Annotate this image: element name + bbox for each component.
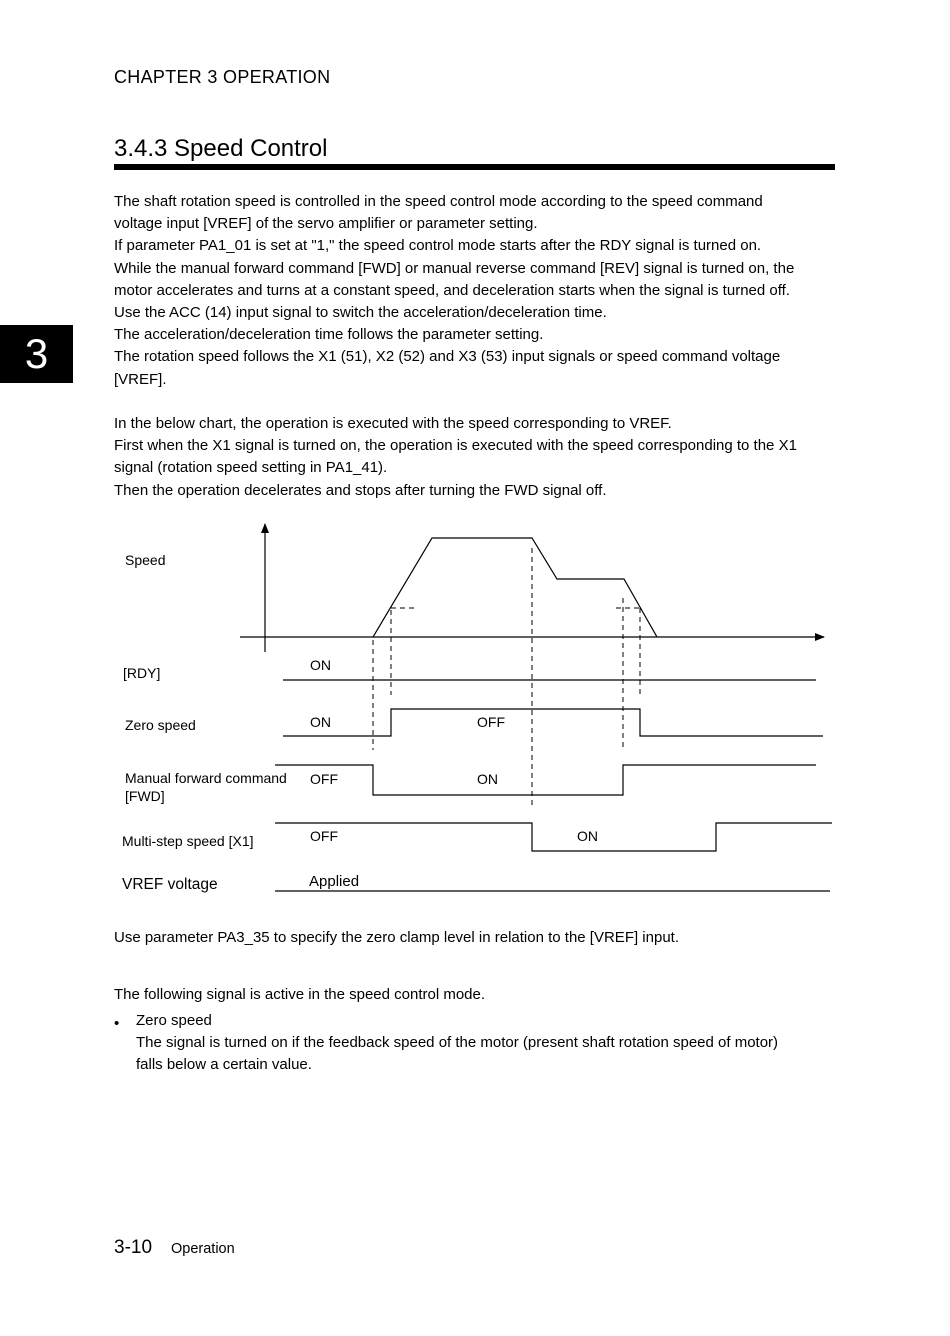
intro-paragraph — [114, 191, 844, 391]
chart-intro-line: In the below chart, the operation is executed with the speed corresponding to VREF. — [114, 415, 672, 432]
section-rule — [114, 164, 835, 170]
active-signal-intro: The following signal is active in the speed control mode. — [114, 986, 486, 1003]
chart-intro-paragraph — [114, 413, 844, 502]
fwd-label: Manual forward command — [125, 770, 287, 786]
intro-line: voltage input [VREF] of the servo amplifier or parameter setting. — [114, 215, 538, 233]
fwd-label-sub: [FWD] — [125, 788, 165, 804]
intro-line: [VREF]. — [114, 370, 167, 388]
fwd-state: OFF — [310, 771, 338, 787]
intro-line: The rotation speed follows the X1 (51), X2 (52) and X3 (53) input signals or speed command voltage — [114, 348, 781, 366]
zero-speed-state: OFF — [477, 714, 505, 730]
intro-line: The acceleration/deceleration time follows the parameter setting. — [114, 326, 544, 344]
zero-clamp-note: Use parameter PA3_35 to specify the zero clamp level in relation to the [VREF] input. — [114, 929, 680, 946]
intro-line: Use the ACC (14) input signal to switch the acceleration/deceleration time. — [114, 304, 607, 322]
footer-label: Operation — [171, 1241, 235, 1257]
bullet-desc-line: falls below a certain value. — [136, 1056, 312, 1074]
timing-chart — [0, 515, 950, 905]
chapter-tab: 3 — [0, 325, 73, 383]
vref-state: Applied — [309, 873, 360, 890]
chart-intro-line: Then the operation decelerates and stops after turning the FWD signal off. — [114, 481, 607, 499]
zero-speed-line — [283, 709, 823, 736]
chart-intro-line: signal (rotation speed setting in PA1_41). — [114, 459, 388, 477]
chapter-header: CHAPTER 3 OPERATION — [114, 67, 331, 87]
rdy-state: ON — [310, 657, 331, 673]
x1-line — [275, 823, 832, 851]
intro-line: If parameter PA1_01 is set at "1," the speed control mode starts after the RDY signal is turned on. — [114, 237, 762, 255]
rdy-label: [RDY] — [123, 665, 161, 681]
bullet-item — [136, 1010, 836, 1077]
chart-intro-line: First when the X1 signal is turned on, the operation is executed with the speed corresponding to the X1 — [114, 437, 797, 455]
bullet-title: Zero speed — [136, 1012, 212, 1029]
x1-state: ON — [577, 828, 598, 844]
section-title: 3.4.3 Speed Control — [114, 135, 328, 162]
intro-line: motor accelerates and turns at a constant speed, and deceleration starts when the signal is turned off. — [114, 281, 790, 299]
fwd-line — [275, 765, 816, 795]
x1-state: OFF — [310, 828, 338, 844]
speed-profile — [373, 538, 657, 637]
bullet-desc-line: The signal is turned on if the feedback speed of the motor (present shaft rotation speed of motor) — [136, 1034, 779, 1052]
intro-line: While the manual forward command [FWD] or manual reverse command [REV] signal is turned on, the — [114, 259, 795, 277]
vref-label: VREF voltage — [122, 876, 218, 893]
bullet-marker: • — [114, 1015, 120, 1032]
zero-speed-label: Zero speed — [125, 717, 196, 733]
x1-label: Multi-step speed [X1] — [122, 833, 254, 849]
fwd-state: ON — [477, 771, 498, 787]
page-number: 3-10 — [114, 1237, 153, 1258]
speed-label: Speed — [125, 552, 166, 568]
zero-speed-state: ON — [310, 714, 331, 730]
intro-line: The shaft rotation speed is controlled in the speed control mode according to the speed command — [114, 193, 763, 210]
